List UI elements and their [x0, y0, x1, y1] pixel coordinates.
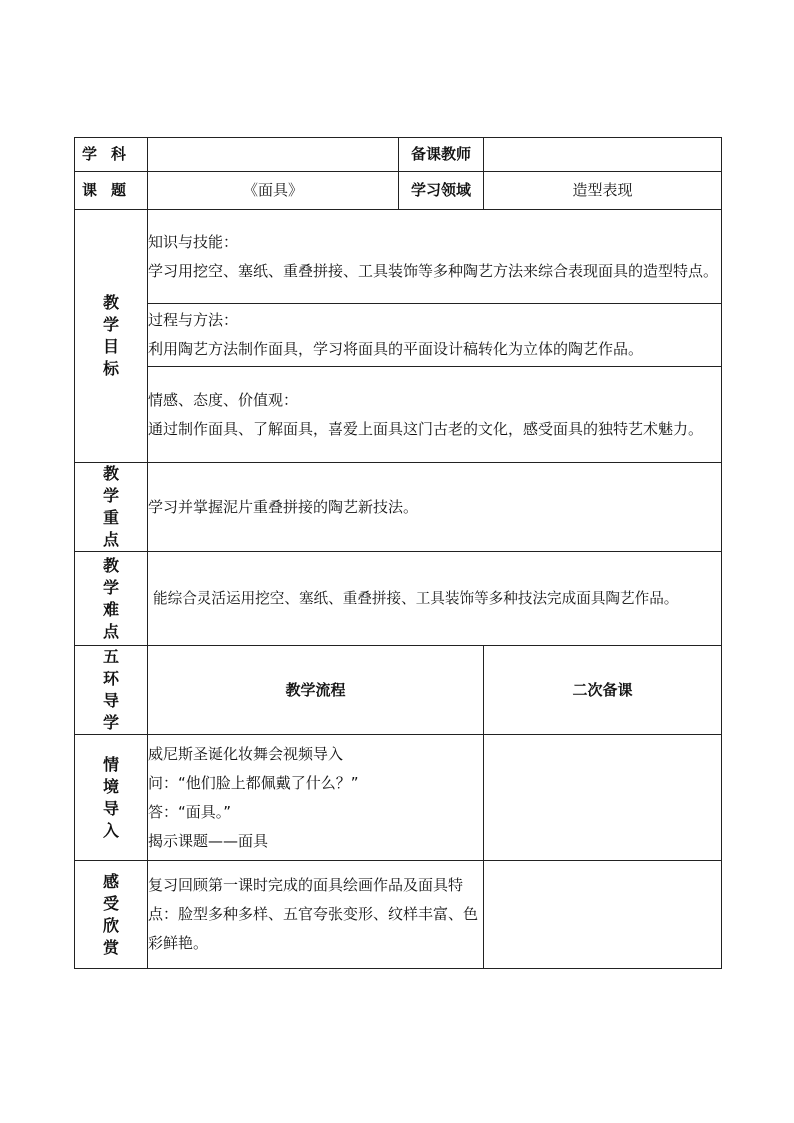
subject-value	[148, 138, 399, 172]
row-appreciation	[75, 861, 722, 969]
domain-value: 造型表现	[484, 172, 722, 210]
knowledge-title: 知识与技能：	[148, 232, 239, 251]
difficulty-text: 能综合灵活运用挖空、塞纸、重叠拼接、工具装饰等多种技法完成面具陶艺作品。	[148, 552, 722, 646]
row-objective-emotion	[75, 367, 722, 463]
domain-label: 学习领域	[399, 172, 484, 210]
teacher-label: 备课教师	[399, 138, 484, 172]
intro-line: 问：“他们脸上都佩戴了什么？”	[148, 773, 359, 792]
subject-label: 学科	[75, 138, 148, 172]
process-title: 过程与方法：	[148, 311, 239, 329]
emotion-title: 情感、态度、价值观：	[148, 390, 299, 409]
objectives-label: 教 学 目 标	[75, 210, 148, 463]
row-objective-process	[75, 304, 722, 367]
second-prep-header: 二次备课	[484, 646, 722, 735]
difficulty-label: 教 学 难 点	[75, 552, 148, 646]
teaching-flow-header: 教学流程	[148, 646, 484, 735]
objective-knowledge-cell	[148, 210, 722, 304]
knowledge-text: 学习用挖空、塞纸、重叠拼接、工具装饰等多种陶艺方法来综合表现面具的造型特点。	[148, 261, 719, 280]
objective-process-cell	[148, 304, 722, 367]
intro-label: 情 境 导 入	[75, 735, 148, 861]
objective-emotion-cell	[148, 367, 722, 463]
key-point-text: 学习并掌握泥片重叠拼接的陶艺新技法。	[148, 463, 722, 552]
process-text: 利用陶艺方法制作面具，学习将面具的平面设计稿转化为立体的陶艺作品。	[148, 340, 644, 358]
row-topic	[75, 172, 722, 210]
topic-value: 《面具》	[148, 172, 399, 210]
teacher-value	[484, 138, 722, 172]
row-objective-knowledge	[75, 210, 722, 304]
key-point-label: 教 学 重 点	[75, 463, 148, 552]
emotion-text: 通过制作面具、了解面具，喜爱上面具这门古老的文化，感受面具的独特艺术魅力。	[148, 419, 704, 438]
intro-line: 揭示课题——面具	[148, 831, 269, 850]
lesson-plan-table	[74, 137, 722, 969]
row-intro	[75, 735, 722, 861]
process-header-label: 五 环 导 学	[75, 646, 148, 735]
intro-content	[148, 735, 484, 861]
row-difficulty	[75, 552, 722, 646]
row-subject	[75, 138, 722, 172]
appreciation-text: 复习回顾第一课时完成的面具绘画作品及面具特点：脸型多种多样、五官夸张变形、纹样丰富、色彩鲜艳。	[148, 861, 484, 969]
row-key-point	[75, 463, 722, 552]
row-process-header	[75, 646, 722, 735]
appreciation-second-prep	[484, 861, 722, 969]
intro-line: 威尼斯圣诞化妆舞会视频导入	[148, 744, 344, 763]
topic-label: 课题	[75, 172, 148, 210]
intro-line: 答：“面具。”	[148, 802, 232, 821]
intro-second-prep	[484, 735, 722, 861]
appreciation-label: 感 受 欣 赏	[75, 861, 148, 969]
